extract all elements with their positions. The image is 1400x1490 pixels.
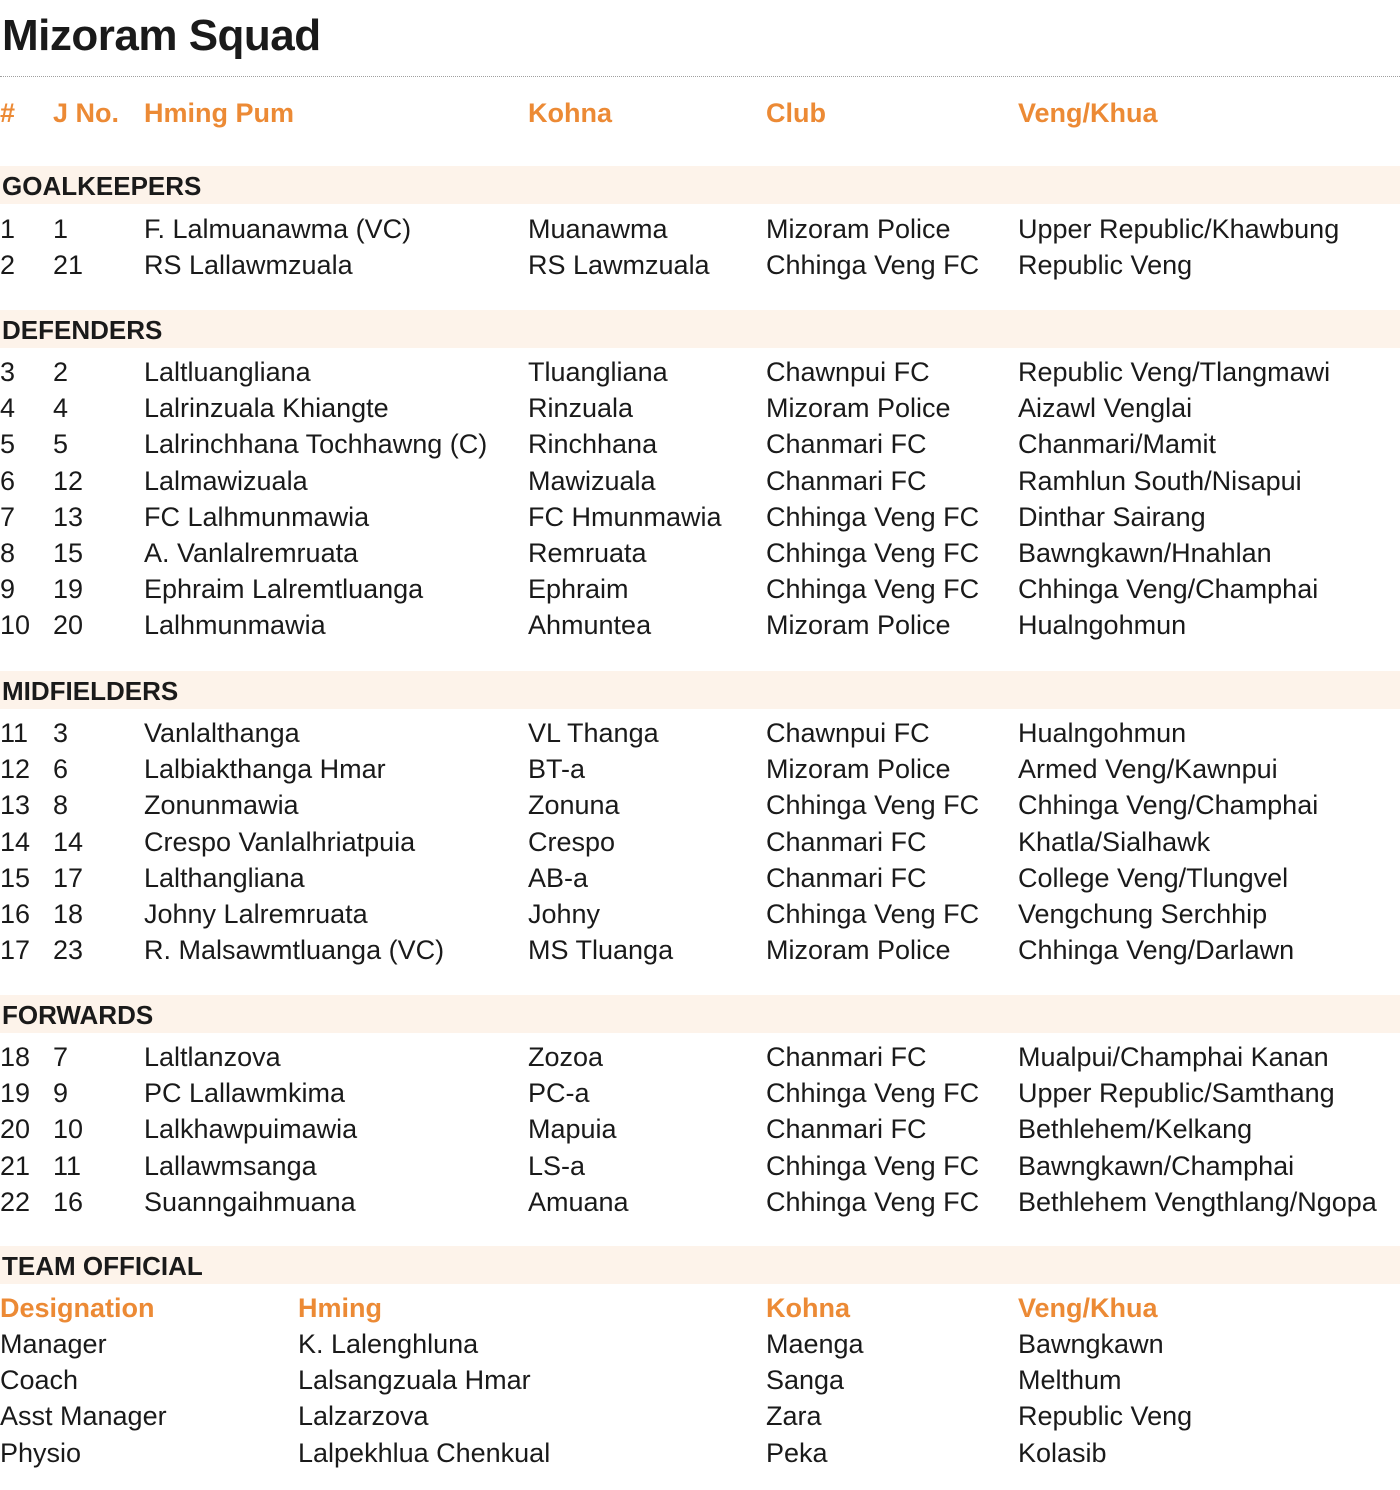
player-jno: 4 bbox=[53, 393, 69, 424]
player-nick: Remruata bbox=[528, 538, 647, 568]
player-veng: College Veng/Tlungvel bbox=[1018, 862, 1289, 893]
player-club: Chawnpui FC bbox=[766, 718, 930, 748]
player-num: 18 bbox=[0, 1042, 31, 1072]
player-jno: 8 bbox=[53, 790, 69, 821]
title-divider bbox=[0, 76, 1400, 77]
official-veng: Republic Veng bbox=[1018, 1401, 1193, 1432]
player-club: Chhinga Veng FC bbox=[766, 899, 980, 929]
player-jno: 2 bbox=[53, 357, 69, 387]
player-name: Lalrinchhana Tochhawng (C) bbox=[144, 429, 488, 460]
player-jno: 6 bbox=[53, 754, 69, 785]
player-nick: Ephraim bbox=[528, 574, 629, 605]
player-row bbox=[0, 1148, 1400, 1184]
player-veng: Aizawl Venglai bbox=[1018, 393, 1193, 424]
official-header-row bbox=[0, 1290, 1400, 1326]
player-row bbox=[0, 463, 1400, 499]
player-row bbox=[0, 571, 1400, 607]
player-num: 4 bbox=[0, 393, 16, 424]
player-jno: 17 bbox=[53, 862, 84, 893]
column-header-club: Club bbox=[766, 98, 826, 128]
player-name: Laltluangliana bbox=[144, 357, 311, 387]
player-row bbox=[0, 896, 1400, 932]
official-name: Lalpekhlua Chenkual bbox=[298, 1437, 551, 1468]
player-row bbox=[0, 247, 1400, 283]
player-veng: Upper Republic/Khawbung bbox=[1018, 214, 1340, 244]
player-num: 20 bbox=[0, 1114, 31, 1145]
player-num: 2 bbox=[0, 250, 16, 281]
column-header-nick: Kohna bbox=[528, 98, 612, 128]
player-veng: Armed Veng/Kawnpui bbox=[1018, 754, 1278, 785]
official-designation: Coach bbox=[0, 1365, 79, 1396]
player-jno: 16 bbox=[53, 1186, 84, 1217]
player-nick: RS Lawmzuala bbox=[528, 250, 710, 281]
player-name: Lalmawizuala bbox=[144, 465, 308, 496]
player-jno: 1 bbox=[53, 214, 69, 244]
section-heading-forwards: FORWARDS bbox=[0, 995, 1400, 1033]
player-row bbox=[0, 1039, 1400, 1075]
section-heading-midfielders: MIDFIELDERS bbox=[0, 671, 1400, 709]
official-row bbox=[0, 1326, 1400, 1362]
player-row bbox=[0, 1184, 1400, 1220]
section-heading-team-official: TEAM OFFICIAL bbox=[0, 1246, 1400, 1284]
player-nick: MS Tluanga bbox=[528, 935, 674, 966]
player-name: Lalthangliana bbox=[144, 862, 305, 893]
player-name: RS Lallawmzuala bbox=[144, 250, 353, 281]
player-jno: 9 bbox=[53, 1078, 69, 1109]
player-club: Chhinga Veng FC bbox=[766, 538, 980, 568]
official-row bbox=[0, 1435, 1400, 1471]
player-club: Chanmari FC bbox=[766, 465, 927, 496]
player-jno: 12 bbox=[53, 465, 84, 496]
player-veng: Bethlehem/Kelkang bbox=[1018, 1114, 1253, 1145]
player-veng: Hualngohmun bbox=[1018, 610, 1187, 641]
player-row bbox=[0, 211, 1400, 247]
player-veng: Hualngohmun bbox=[1018, 718, 1187, 748]
official-row bbox=[0, 1398, 1400, 1434]
player-nick: Amuana bbox=[528, 1186, 629, 1217]
player-name: F. Lalmuanawma (VC) bbox=[144, 214, 412, 244]
player-row bbox=[0, 390, 1400, 426]
player-row bbox=[0, 1111, 1400, 1147]
player-jno: 14 bbox=[53, 826, 84, 857]
player-name: Lalkhawpuimawia bbox=[144, 1114, 358, 1145]
player-num: 1 bbox=[0, 214, 16, 244]
player-nick: Zonuna bbox=[528, 790, 620, 821]
player-name: Zonunmawia bbox=[144, 790, 299, 821]
player-club: Chanmari FC bbox=[766, 862, 927, 893]
player-veng: Mualpui/Champhai Kanan bbox=[1018, 1042, 1329, 1072]
player-club: Chanmari FC bbox=[766, 1114, 927, 1145]
player-veng: Republic Veng/Tlangmawi bbox=[1018, 357, 1331, 387]
player-jno: 20 bbox=[53, 610, 84, 641]
player-club: Mizoram Police bbox=[766, 393, 951, 424]
official-header-name: Hming bbox=[298, 1293, 382, 1323]
player-jno: 15 bbox=[53, 538, 84, 568]
player-num: 21 bbox=[0, 1150, 31, 1181]
player-jno: 23 bbox=[53, 935, 84, 966]
player-name: PC Lallawmkima bbox=[144, 1078, 346, 1109]
official-designation: Asst Manager bbox=[0, 1401, 167, 1432]
player-veng: Vengchung Serchhip bbox=[1018, 899, 1268, 929]
player-nick: Ahmuntea bbox=[528, 610, 652, 641]
column-header-jno: J No. bbox=[53, 98, 120, 128]
official-nick: Sanga bbox=[766, 1365, 845, 1396]
player-club: Chhinga Veng FC bbox=[766, 501, 980, 532]
player-club: Chhinga Veng FC bbox=[766, 790, 980, 821]
player-nick: Muanawma bbox=[528, 214, 668, 244]
player-nick: BT-a bbox=[528, 754, 586, 785]
player-name: Lalrinzuala Khiangte bbox=[144, 393, 389, 424]
player-club: Mizoram Police bbox=[766, 754, 951, 785]
player-club: Chanmari FC bbox=[766, 826, 927, 857]
player-num: 11 bbox=[0, 718, 29, 748]
official-designation: Manager bbox=[0, 1329, 107, 1359]
player-num: 14 bbox=[0, 826, 31, 857]
official-designation: Physio bbox=[0, 1437, 82, 1468]
player-name: Laltlanzova bbox=[144, 1042, 281, 1072]
player-row bbox=[0, 499, 1400, 535]
section-heading-goalkeepers: GOALKEEPERS bbox=[0, 166, 1400, 204]
player-num: 10 bbox=[0, 610, 31, 641]
player-name: Lalbiakthanga Hmar bbox=[144, 754, 386, 785]
player-num: 5 bbox=[0, 429, 16, 460]
player-club: Chhinga Veng FC bbox=[766, 1078, 980, 1109]
player-nick: AB-a bbox=[528, 862, 589, 893]
player-veng: Chhinga Veng/Champhai bbox=[1018, 790, 1319, 821]
player-row bbox=[0, 824, 1400, 860]
player-name: Johny Lalremruata bbox=[144, 899, 368, 929]
player-num: 16 bbox=[0, 899, 31, 929]
official-nick: Maenga bbox=[766, 1329, 864, 1359]
player-veng: Chanmari/Mamit bbox=[1018, 429, 1217, 460]
player-veng: Bawngkawn/Champhai bbox=[1018, 1150, 1295, 1181]
player-name: FC Lalhmunmawia bbox=[144, 501, 370, 532]
player-name: Vanlalthanga bbox=[144, 718, 300, 748]
player-club: Chhinga Veng FC bbox=[766, 1186, 980, 1217]
player-num: 22 bbox=[0, 1186, 31, 1217]
player-num: 6 bbox=[0, 465, 16, 496]
page-title: Mizoram Squad bbox=[2, 11, 321, 60]
player-name: Crespo Vanlalhriatpuia bbox=[144, 826, 416, 857]
official-veng: Bawngkawn bbox=[1018, 1329, 1164, 1359]
player-club: Chanmari FC bbox=[766, 1042, 927, 1072]
player-num: 17 bbox=[0, 935, 31, 966]
player-veng: Bawngkawn/Hnahlan bbox=[1018, 538, 1272, 568]
player-nick: Crespo bbox=[528, 826, 616, 857]
player-veng: Republic Veng bbox=[1018, 250, 1193, 281]
player-jno: 13 bbox=[53, 501, 84, 532]
player-club: Chawnpui FC bbox=[766, 357, 930, 387]
player-row bbox=[0, 354, 1400, 390]
player-name: Suanngaihmuana bbox=[144, 1186, 356, 1217]
player-veng: Chhinga Veng/Champhai bbox=[1018, 574, 1319, 605]
player-jno: 10 bbox=[53, 1114, 84, 1145]
column-header-veng: Veng/Khua bbox=[1018, 98, 1158, 128]
player-jno: 19 bbox=[53, 574, 84, 605]
player-row bbox=[0, 607, 1400, 643]
player-veng: Chhinga Veng/Darlawn bbox=[1018, 935, 1295, 966]
player-name: Lallawmsanga bbox=[144, 1150, 317, 1181]
official-header-designation: Designation bbox=[0, 1293, 155, 1323]
player-jno: 18 bbox=[53, 899, 84, 929]
section-heading-defenders: DEFENDERS bbox=[0, 310, 1400, 348]
player-veng: Bethlehem Vengthlang/Ngopa bbox=[1018, 1186, 1377, 1217]
player-num: 12 bbox=[0, 754, 31, 785]
player-veng: Khatla/Sialhawk bbox=[1018, 826, 1211, 857]
official-name: K. Lalenghluna bbox=[298, 1329, 479, 1359]
player-row bbox=[0, 932, 1400, 968]
player-num: 15 bbox=[0, 862, 31, 893]
player-club: Chhinga Veng FC bbox=[766, 250, 980, 281]
official-veng: Kolasib bbox=[1018, 1437, 1107, 1468]
player-name: R. Malsawmtluanga (VC) bbox=[144, 935, 445, 966]
column-header-row bbox=[0, 95, 1400, 131]
player-num: 13 bbox=[0, 790, 31, 821]
official-nick: Peka bbox=[766, 1437, 828, 1468]
player-veng: Upper Republic/Samthang bbox=[1018, 1078, 1335, 1109]
player-jno: 5 bbox=[53, 429, 69, 460]
player-row bbox=[0, 860, 1400, 896]
player-row bbox=[0, 715, 1400, 751]
player-row bbox=[0, 787, 1400, 823]
player-nick: Johny bbox=[528, 899, 601, 929]
player-num: 9 bbox=[0, 574, 16, 605]
player-nick: Rinchhana bbox=[528, 429, 658, 460]
official-veng: Melthum bbox=[1018, 1365, 1122, 1396]
player-name: Ephraim Lalremtluanga bbox=[144, 574, 424, 605]
player-veng: Ramhlun South/Nisapui bbox=[1018, 465, 1302, 496]
player-nick: Rinzuala bbox=[528, 393, 634, 424]
player-num: 3 bbox=[0, 357, 16, 387]
official-header-veng: Veng/Khua bbox=[1018, 1293, 1158, 1323]
player-nick: PC-a bbox=[528, 1078, 590, 1109]
official-row bbox=[0, 1362, 1400, 1398]
player-jno: 11 bbox=[53, 1150, 82, 1181]
player-num: 19 bbox=[0, 1078, 31, 1109]
player-veng: Dinthar Sairang bbox=[1018, 501, 1206, 532]
player-row bbox=[0, 535, 1400, 571]
player-row bbox=[0, 426, 1400, 462]
player-club: Mizoram Police bbox=[766, 214, 951, 244]
player-nick: FC Hmunmawia bbox=[528, 501, 722, 532]
player-club: Chhinga Veng FC bbox=[766, 574, 980, 605]
player-nick: LS-a bbox=[528, 1150, 586, 1181]
player-club: Mizoram Police bbox=[766, 610, 951, 641]
player-jno: 7 bbox=[53, 1042, 69, 1072]
player-nick: Mawizuala bbox=[528, 465, 656, 496]
player-nick: Mapuia bbox=[528, 1114, 617, 1145]
player-club: Mizoram Police bbox=[766, 935, 951, 966]
player-num: 7 bbox=[0, 501, 16, 532]
official-name: Lalzarzova bbox=[298, 1401, 429, 1432]
player-nick: VL Thanga bbox=[528, 718, 659, 748]
player-club: Chhinga Veng FC bbox=[766, 1150, 980, 1181]
official-header-nick: Kohna bbox=[766, 1293, 850, 1323]
column-header-name: Hming Pum bbox=[144, 98, 295, 128]
official-name: Lalsangzuala Hmar bbox=[298, 1365, 531, 1396]
player-num: 8 bbox=[0, 538, 16, 568]
official-nick: Zara bbox=[766, 1401, 822, 1432]
column-header-num: # bbox=[0, 98, 16, 128]
player-nick: Tluangliana bbox=[528, 357, 668, 387]
player-jno: 3 bbox=[53, 718, 69, 748]
player-jno: 21 bbox=[53, 250, 84, 281]
player-name: A. Vanlalremruata bbox=[144, 538, 359, 568]
player-row bbox=[0, 1075, 1400, 1111]
player-row bbox=[0, 751, 1400, 787]
player-club: Chanmari FC bbox=[766, 429, 927, 460]
player-name: Lalhmunmawia bbox=[144, 610, 326, 641]
player-nick: Zozoa bbox=[528, 1042, 604, 1072]
